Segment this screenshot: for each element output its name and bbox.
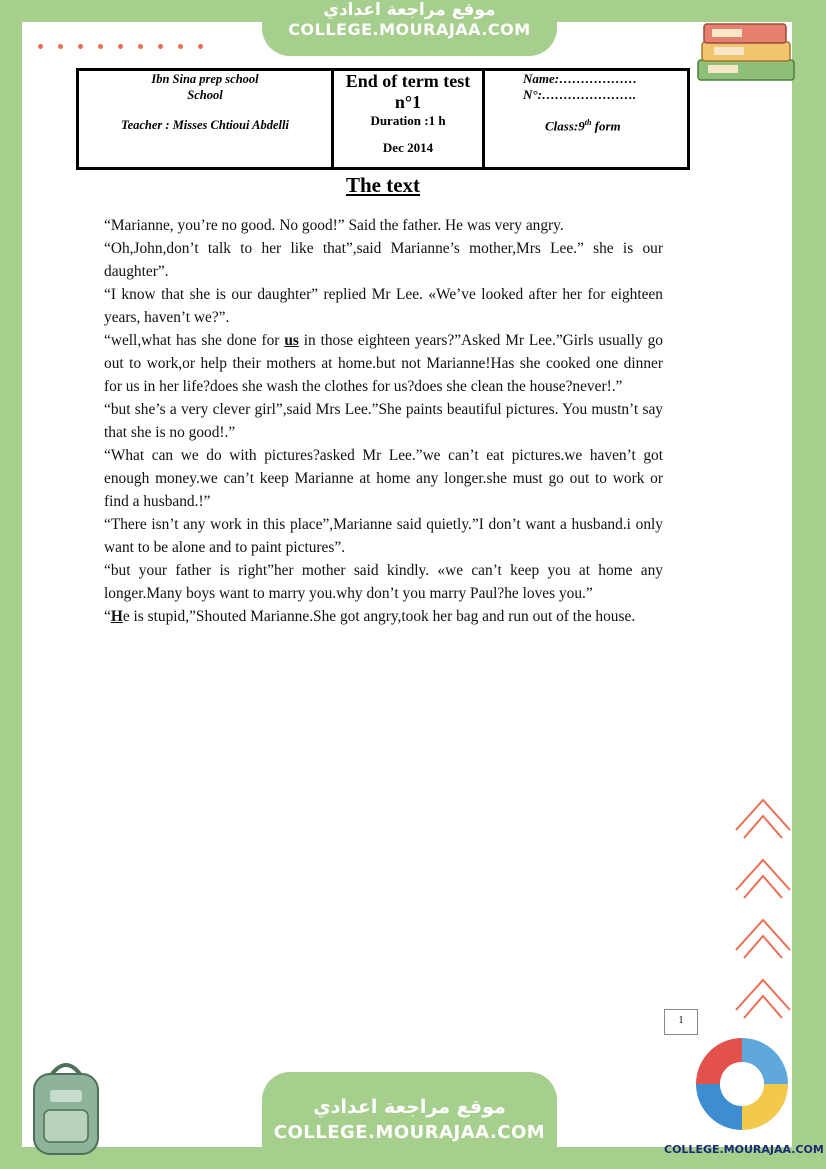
paragraph: “Oh,John,don’t talk to her like that”,said Marianne’s mother,Mrs Lee.” she is our daughter”. — [104, 240, 663, 280]
paragraph: “He is stupid,”Shouted Marianne.She got angry,took her bag and run out of the house. — [104, 608, 636, 625]
school-cell — [78, 70, 333, 169]
page-number: 1 — [664, 1009, 698, 1035]
underlined-word: us — [284, 332, 299, 349]
school-name: Ibn Sina prep school — [151, 72, 259, 86]
test-date: Dec 2014 — [382, 140, 434, 155]
backpack-icon — [16, 1052, 116, 1160]
school-label: School — [187, 88, 223, 102]
class-field: Class:9th form — [545, 118, 621, 134]
paragraph: “but she’s a very clever girl”,said Mrs Lee.”She paints beautiful pictures. You mustn’t say that she is no good!.” — [104, 401, 663, 441]
paragraph: “What can we do with pictures?asked Mr Lee.”we can’t eat pictures.we haven’t got enough money.we can’t keep Marianne at home any longer.she must go out to work or find a husband.!” — [104, 447, 663, 510]
banner-arabic-text: موقع مراجعة اعدادي — [313, 1096, 506, 1118]
reading-text — [104, 214, 663, 628]
paragraph: “but your father is right”her mother said kindly. «we can’t keep you at home any longer.Many boys want to marry you.why don’t you marry Paul?he loves you.” — [104, 562, 663, 602]
teacher-name: Teacher : Misses Chtioui Abdelli — [121, 118, 289, 132]
paragraph: “I know that she is our daughter” replied Mr Lee. «We’ve looked after her for eighteen years, haven’t we?”. — [104, 286, 663, 326]
student-info-cell — [484, 70, 689, 169]
text-title: The text — [345, 173, 421, 197]
underlined-letter: H — [110, 608, 123, 625]
bottom-banner[interactable] — [262, 1072, 557, 1169]
banner-url[interactable]: COLLEGE.MOURAJAA.COM — [273, 1122, 546, 1143]
footer-site-link[interactable]: COLLEGE.MOURAJAA.COM — [664, 1143, 824, 1156]
education-wheel-icon — [694, 1022, 790, 1142]
number-field[interactable]: N°:…………………. — [523, 87, 637, 102]
test-header-table — [76, 68, 690, 170]
top-banner[interactable] — [262, 0, 557, 56]
decorative-dots — [38, 44, 218, 54]
test-title: End of term test — [345, 71, 471, 91]
books-icon — [692, 12, 802, 94]
banner-arabic-text: موقع مراجعة اعدادي — [323, 0, 496, 20]
name-field[interactable]: Name:……………… — [523, 71, 638, 86]
paragraph: “well,what has she done for us in those eighteen years?”Asked Mr Lee.”Girls usually go out to work,or help their mothers at home.but not Marianne!Has she cooked one dinner for us in her life?does she wash the clothes for us?does she clean the house?never!.” — [104, 332, 664, 395]
test-duration: Duration :1 h — [370, 113, 446, 128]
paragraph: “There isn’t any work in this place”,Marianne said quietly.”I don’t want a husband.i only want to be alone and to paint pictures”. — [104, 516, 663, 556]
test-info-cell — [333, 70, 484, 169]
paragraph: “Marianne, you’re no good. No good!” Said the father. He was very angry. — [104, 217, 564, 234]
banner-url[interactable]: COLLEGE.MOURAJAA.COM — [288, 20, 531, 39]
test-number: n°1 — [394, 92, 422, 112]
chevron-up-icons — [732, 790, 794, 1030]
